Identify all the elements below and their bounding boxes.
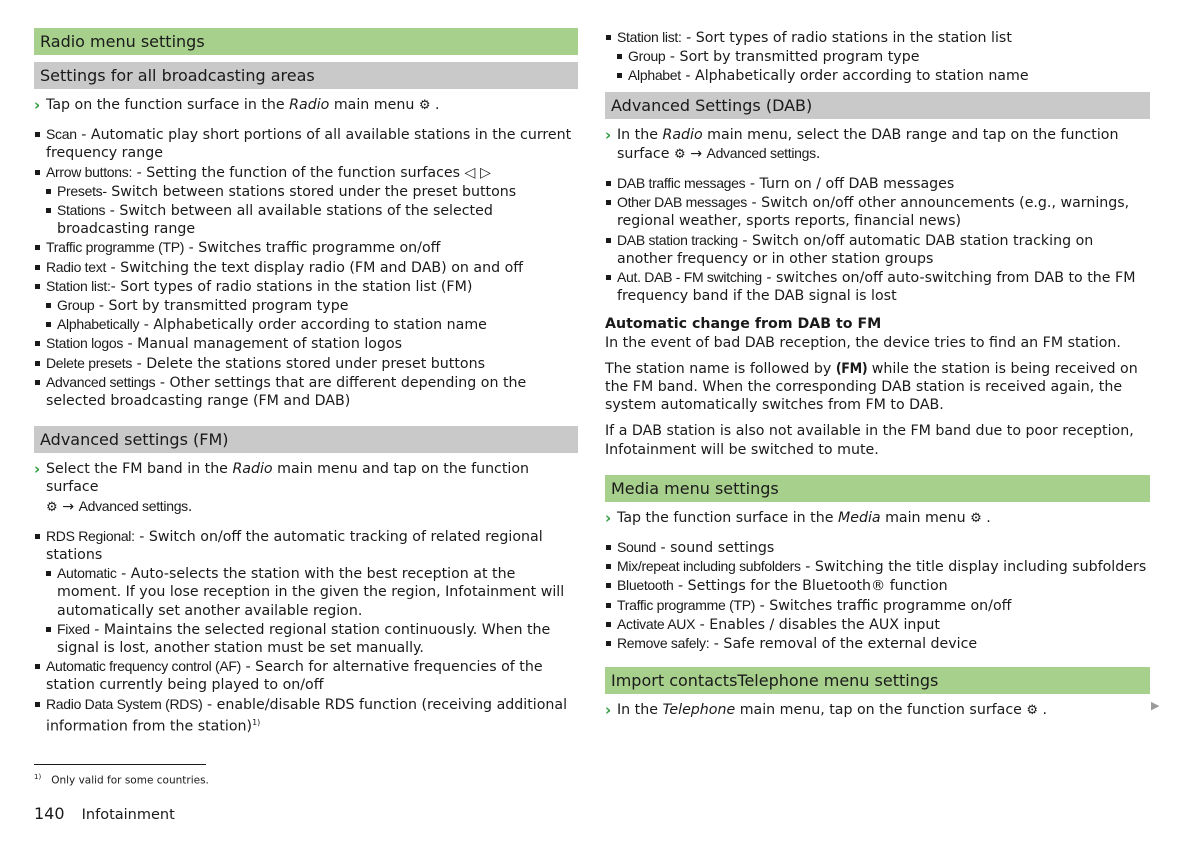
list-item — [34, 125, 578, 162]
setting-term: Station list: — [617, 29, 682, 45]
settings-gear-icon: ⚙ — [1026, 703, 1039, 719]
setting-description: - Turn on / off DAB messages — [745, 176, 955, 193]
setting-term: Presets- — [57, 182, 107, 199]
sub-list-item — [34, 620, 578, 657]
settings-gear-icon: ⚙ — [970, 510, 982, 526]
setting-description: - Switching the text display radio (FM and DAB) on and off — [106, 259, 524, 276]
setting-term: Station list: — [46, 277, 111, 294]
setting-term: Fixed — [57, 620, 90, 637]
list-item — [605, 538, 1150, 557]
setting-term: Delete presets — [46, 354, 133, 371]
footnote-ref: 1) — [252, 717, 261, 727]
setting-term: Alphabetically — [57, 316, 140, 333]
step-arrow-icon: › — [34, 460, 41, 479]
footer-section-title: Infotainment — [81, 807, 175, 823]
setting-description: - Switch on/off the automatic tracking of related regional stations — [46, 528, 543, 564]
section-heading-media-menu: Media menu settings — [605, 475, 1150, 502]
instruction-step: › Select the FM band in the Radio main menu and tap on the function surface ⚙ → Advanced settings. — [34, 460, 530, 515]
list-item — [605, 28, 1150, 47]
list-item — [34, 163, 578, 182]
setting-description: - Alphabetically order according to station name — [680, 68, 1029, 85]
setting-description: - enable/disable RDS function (receiving additional information from the station) — [46, 696, 568, 735]
setting-description: - Search for alternative frequencies of the station currently being played to on/off — [46, 659, 543, 694]
setting-description: - Sort types of radio stations in the station list (FM) — [110, 278, 473, 295]
setting-term: Traffic programme (TP) — [46, 239, 185, 256]
section-heading-telephone-menu: Import contactsTelephone menu settings — [605, 667, 1150, 694]
setting-term: DAB traffic messages — [617, 175, 746, 192]
setting-description: - Manual management of station logos — [123, 336, 403, 353]
sub-list-item — [34, 296, 578, 315]
setting-description: - Enables / disables the AUX input — [695, 616, 940, 633]
setting-description: - switches on/off auto-switching from DAB to the FM frequency band if the DAB signal is lost — [617, 270, 1136, 305]
radio-settings-list — [34, 125, 578, 410]
setting-term: Scan — [46, 126, 77, 143]
setting-term: Mix/repeat including subfolders — [617, 558, 801, 575]
setting-description: - Sort types of radio stations in the station list — [681, 30, 1012, 46]
step-arrow-icon: › — [605, 125, 612, 144]
step-arrow-icon: › — [605, 508, 612, 527]
auto-change-paragraph: In the event of bad DAB reception, the device tries to find an FM station. — [605, 334, 1121, 351]
dab-settings-list — [605, 174, 1150, 305]
setting-term: Stations — [57, 202, 106, 219]
setting-term: Arrow buttons: — [46, 163, 133, 180]
sub-list-item — [34, 182, 578, 201]
section-heading-advanced-dab: Advanced Settings (DAB) — [605, 92, 1150, 119]
sub-list-item — [605, 66, 1150, 85]
list-item — [34, 695, 578, 736]
media-settings-list — [605, 538, 1150, 653]
list-item — [605, 193, 1150, 230]
setting-term: Activate AUX — [617, 615, 696, 632]
fm-indicator-paragraph: The station name is followed by (FM) while the station is being received on the FM band. When the corresponding DAB station is received again, the system automatically switches from FM to DAB. — [605, 360, 1138, 414]
setting-term: DAB station tracking — [617, 231, 738, 248]
setting-term: Advanced settings — [46, 373, 156, 390]
setting-description: - Maintains the selected regional station continuously. When the signal is lost, another station must be set manually. — [57, 621, 551, 657]
setting-term: Aut. DAB - FM switching — [617, 269, 762, 286]
setting-term: Automatic frequency control (AF) — [46, 658, 242, 675]
list-item — [605, 174, 1150, 193]
setting-term: Radio Data System (RDS) — [46, 695, 203, 712]
step-arrow-icon: › — [34, 96, 41, 114]
setting-description: - Switching the title display including subfolders — [800, 559, 1147, 576]
auto-change-title: Automatic change from DAB to FM — [605, 316, 882, 333]
setting-term: Automatic — [57, 565, 117, 582]
settings-gear-icon: ⚙ — [673, 146, 686, 162]
list-item — [605, 596, 1150, 615]
section-subheading-broadcasting-areas: Settings for all broadcasting areas — [34, 62, 578, 89]
setting-description: - Switches traffic programme on/off — [184, 240, 441, 257]
footnote-divider — [34, 764, 206, 765]
setting-description: - Setting the function of the function surfaces ◁ ▷ — [132, 164, 491, 181]
setting-description: - Sort by transmitted program type — [94, 298, 349, 315]
list-item — [34, 373, 578, 410]
setting-description: - Switch between all available stations of the selected broadcasting range — [57, 203, 493, 238]
list-item — [605, 231, 1150, 268]
continue-arrow-icon: ▶ — [1151, 699, 1160, 712]
setting-term: Group — [57, 297, 95, 314]
list-item — [34, 527, 578, 564]
setting-description: - sound settings — [655, 540, 775, 557]
setting-description: - Other settings that are different depending on the selected broadcasting range (FM and DAB) — [46, 374, 527, 410]
footnote: $^{1)}$ Only valid for some countries. — [34, 773, 209, 787]
setting-description: - Switches traffic programme on/off — [755, 597, 1012, 614]
list-item — [605, 268, 1150, 305]
sub-list-item — [605, 47, 1150, 66]
list-item — [605, 634, 1150, 653]
list-item — [34, 354, 578, 373]
fm-settings-list — [34, 527, 578, 736]
list-item — [605, 576, 1150, 595]
sub-list-item — [34, 201, 578, 238]
left-column — [34, 28, 578, 736]
list-item — [34, 657, 578, 694]
page-number: 140 — [34, 804, 65, 823]
settings-gear-icon: ⚙ — [46, 499, 58, 515]
section-heading-advanced-fm: Advanced settings (FM) — [34, 426, 578, 453]
setting-term: Sound — [617, 539, 656, 556]
setting-term: Radio text — [46, 258, 107, 275]
setting-term: Traffic programme (TP) — [617, 596, 756, 613]
list-item — [34, 334, 578, 353]
list-item — [34, 277, 578, 296]
setting-description: - Sort by transmitted program type — [665, 49, 920, 66]
list-item — [34, 238, 578, 257]
setting-term: Alphabet — [628, 67, 681, 84]
setting-description: - Auto-selects the station with the best reception at the moment. If you lose reception in the given the region, Infotainment will automatically set another available region. — [57, 566, 565, 619]
instruction-step: › Tap the function surface in the Media main menu ⚙ . — [605, 508, 991, 527]
step-arrow-icon: › — [605, 701, 612, 720]
setting-description: - Alphabetically order according to station name — [139, 317, 487, 334]
station-list-settings — [605, 28, 1150, 86]
instruction-step: › Tap on the function surface in the Radio main menu ⚙ . — [34, 96, 440, 114]
setting-term: Group — [628, 48, 666, 65]
instruction-step: › In the Telephone main menu, tap on the function surface ⚙ . — [605, 701, 1048, 720]
sub-list-item — [34, 315, 578, 334]
list-item — [34, 258, 578, 277]
setting-description: - Switch on/off other announcements (e.g., warnings, regional weather, sports reports, financial news) — [617, 195, 1130, 230]
mute-paragraph: If a DAB station is also not available in the FM band due to poor reception, Infotainment will be switched to mute. — [605, 423, 1134, 458]
setting-description: - Automatic play short portions of all available stations in the current frequency range — [46, 127, 572, 162]
instruction-step: › In the Radio main menu, select the DAB range and tap on the function surface ⚙ → Advanced settings. — [605, 125, 1119, 162]
setting-term: Remove safely: — [617, 635, 710, 652]
list-item — [605, 557, 1150, 576]
settings-gear-icon: ⚙ — [418, 98, 431, 113]
setting-description: - Switch on/off automatic DAB station tracking on another frequency or in other station groups — [617, 232, 1094, 267]
setting-term: Station logos — [46, 335, 124, 352]
setting-description: - Delete the stations stored under preset buttons — [132, 355, 485, 372]
right-column — [605, 28, 1150, 720]
list-item — [605, 615, 1150, 634]
page-footer — [34, 804, 175, 823]
section-heading-radio-menu: Radio menu settings — [34, 28, 578, 55]
setting-term: Bluetooth — [617, 577, 674, 594]
setting-term: RDS Regional: — [46, 527, 135, 544]
setting-description: - Settings for the Bluetooth® function — [673, 578, 948, 595]
sub-list-item — [34, 564, 578, 620]
setting-description: Switch between stations stored under the preset buttons — [106, 183, 517, 200]
setting-term: Other DAB messages — [617, 194, 747, 211]
setting-description: - Safe removal of the external device — [709, 636, 978, 653]
